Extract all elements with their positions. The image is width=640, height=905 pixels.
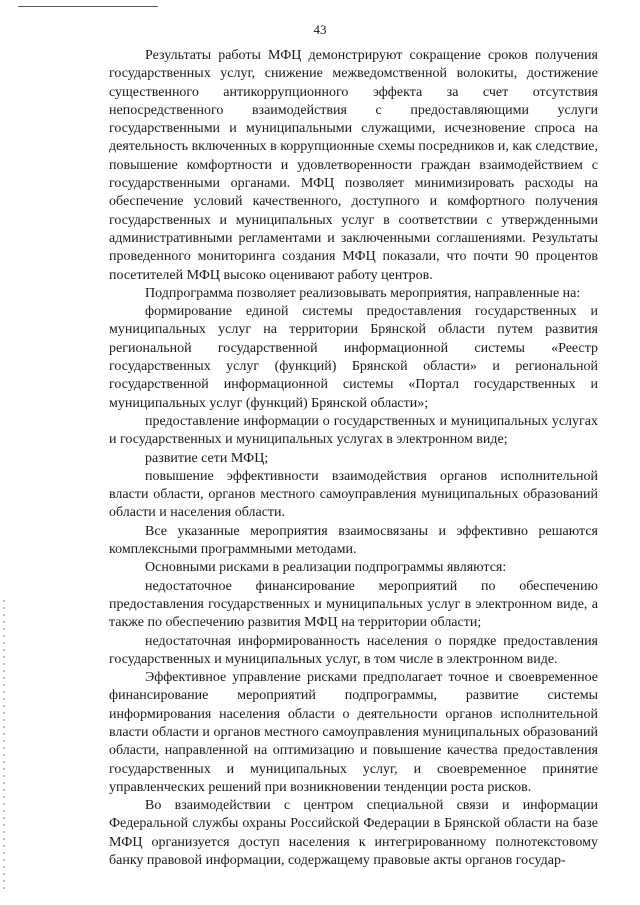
paragraph: предоставление информации о государственных и муниципальных услугах и государственных и муниципальных услугах в электронном виде; (109, 413, 598, 448)
paragraph: недостаточное финансирование мероприятий по обеспечению предоставления государственных и муниципальных услуг в электронном виде, а также по обеспечению развития МФЦ на территории области; (109, 578, 598, 631)
paragraph: Все указанные мероприятия взаимосвязаны и эффективно решаются комплексными программными методами. (109, 523, 598, 558)
paragraph: Во взаимодействии с центром специальной связи и информации Федеральной службы охраны Российской Федерации в Брянской области на базе МФЦ организуется доступ населения к интегрированному полнотекстовому банку правовой информации, содержащему правовые акты органов государ- (109, 798, 598, 869)
paragraph: повышение эффективности взаимодействия органов исполнительной власти области, органов местного самоуправления муниципальных образований области и населения области. (109, 468, 598, 521)
top-rule (18, 6, 158, 7)
paragraph: Эффективное управление рисками предполагает точное и своевременное финансирование мероприятий подпрограммы, развитие системы информирования населения области о деятельности органов исполнительной власти области и органов местного самоуправления муниципальных образований области, направленной на оптимизацию и повышение качества предоставления государственных и муниципальных услуг, и своевременное принятие управленческих решений при возникновении тенденции роста рисков. (109, 670, 598, 795)
paragraph: Основными рисками в реализации подпрограммы являются: (145, 560, 507, 576)
document-body (109, 47, 598, 870)
paragraph: Подпрограмма позволяет реализовывать мероприятия, направленные на: (145, 285, 581, 301)
paragraph: формирование единой системы предоставления государственных и муниципальных услуг на территории Брянской области путем развития региональной государственной информационной системы «Реестр государственных услуг (функций) Брянской области» и региональной государственной информационной системы «Портал государственных и муниципальных услуг (функций) Брянской области»; (109, 304, 598, 411)
page-number: 43 (313, 22, 327, 37)
paragraph: недостаточная информированность населения о порядке предоставления государственных и муниципальных услуг, в том числе в электронном виде. (109, 633, 598, 667)
scan-edge-artifact (3, 600, 5, 890)
paragraph: развитие сети МФЦ; (145, 450, 269, 466)
paragraph: Результаты работы МФЦ демонстрируют сокращение сроков получения государственных услуг, снижение межведомственной волокиты, достижение существенного антикоррупционного эффекта за счет отсутствия непосредственного взаимодействия с предоставляющими услуги государственными и муниципальными служащими, исчезновение спроса на деятельность включенных в коррупционные схемы посредников и, как следствие, повышение комфортности и удовлетворенности граждан взаимодействием с государственными органами. МФЦ позволяет минимизировать расходы на обеспечение условий качественного, доступного и комфортного получения государственных и муниципальных услуг в соответствии с утвержденными административными регламентами и заключенными соглашениями. Результаты проведенного мониторинга создания МФЦ показали, что почти 90 процентов посетителей МФЦ высоко оценивают работу центров. (109, 48, 598, 283)
